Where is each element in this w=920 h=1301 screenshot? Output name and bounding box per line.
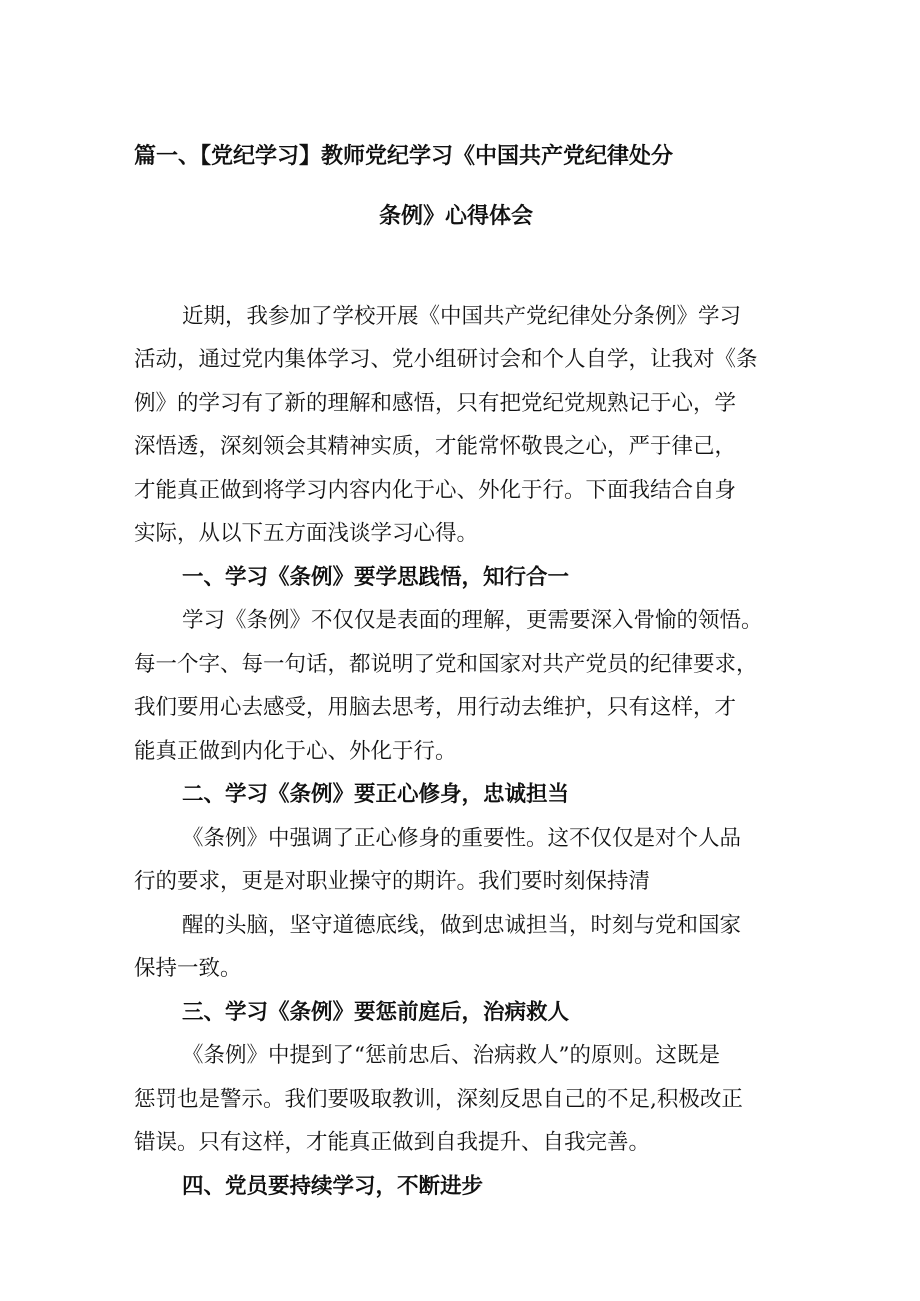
section-3-line: 《条例》中提到了“惩前忠后、治病救人”的原则。这既是: [182, 1043, 720, 1068]
intro-line: 例》的学习有了新的理解和感悟，只有把党纪党规熟记于心，学: [134, 391, 737, 416]
section-3-line: 错误。只有这样，才能真正做到自我提升、自我完善。: [134, 1130, 651, 1155]
section-1-line: 我们要用心去感受，用脑去思考，用行动去维护，只有这样，才: [134, 695, 737, 720]
intro-line: 才能真正做到将学习内容内化于心、外化于行。下面我结合自身: [134, 478, 737, 503]
intro-line: 实际，从以下五方面浅谈学习心得。: [134, 521, 479, 546]
section-1-line: 能真正做到内化于心、外化于行。: [134, 739, 457, 764]
section-3-line: 惩罚也是警示。我们要吸取教训，深刻反思自己的不足,积极改正: [134, 1087, 743, 1112]
intro-line: 深悟透，深刻领会其精神实质，才能常怀敬畏之心，严于律己，: [134, 434, 737, 459]
page-title-line-1: 篇一、【党纪学习】教师党纪学习《中国共产党纪律处分: [134, 143, 674, 169]
section-2-line: 保持一致。: [134, 956, 242, 981]
intro-line: 活动，通过党内集体学习、党小组研讨会和个人自学，让我对《条: [134, 347, 758, 372]
section-2-line: 《条例》中强调了正心修身的重要性。这不仅仅是对个人品: [182, 826, 742, 851]
section-heading-3: 三、学习《条例》要惩前庭后，治病救人: [182, 1000, 570, 1025]
section-1-line: 每一个字、每一句话，都说明了党和国家对共产党员的纪律要求，: [134, 652, 758, 677]
section-heading-4: 四、党员要持续学习，不断进步: [182, 1174, 484, 1199]
section-1-line: 学习《条例》不仅仅是表面的理解，更需要深入骨愉的领悟。: [182, 608, 763, 633]
page-title-line-2: 条例》心得体会: [379, 203, 534, 229]
intro-line: 近期，我参加了学校开展《中国共产党纪律处分条例》学习: [182, 304, 742, 329]
section-heading-1: 一、学习《条例》要学思践悟，知行合一: [182, 565, 570, 590]
section-heading-2: 二、学习《条例》要正心修身，忠诚担当: [182, 782, 570, 807]
section-2-line: 醒的头脑，坚守道德底线，做到忠诚担当，时刻与党和国家: [182, 913, 742, 938]
section-2-line: 行的要求，更是对职业操守的期许。我们要时刻保持清: [134, 869, 651, 894]
